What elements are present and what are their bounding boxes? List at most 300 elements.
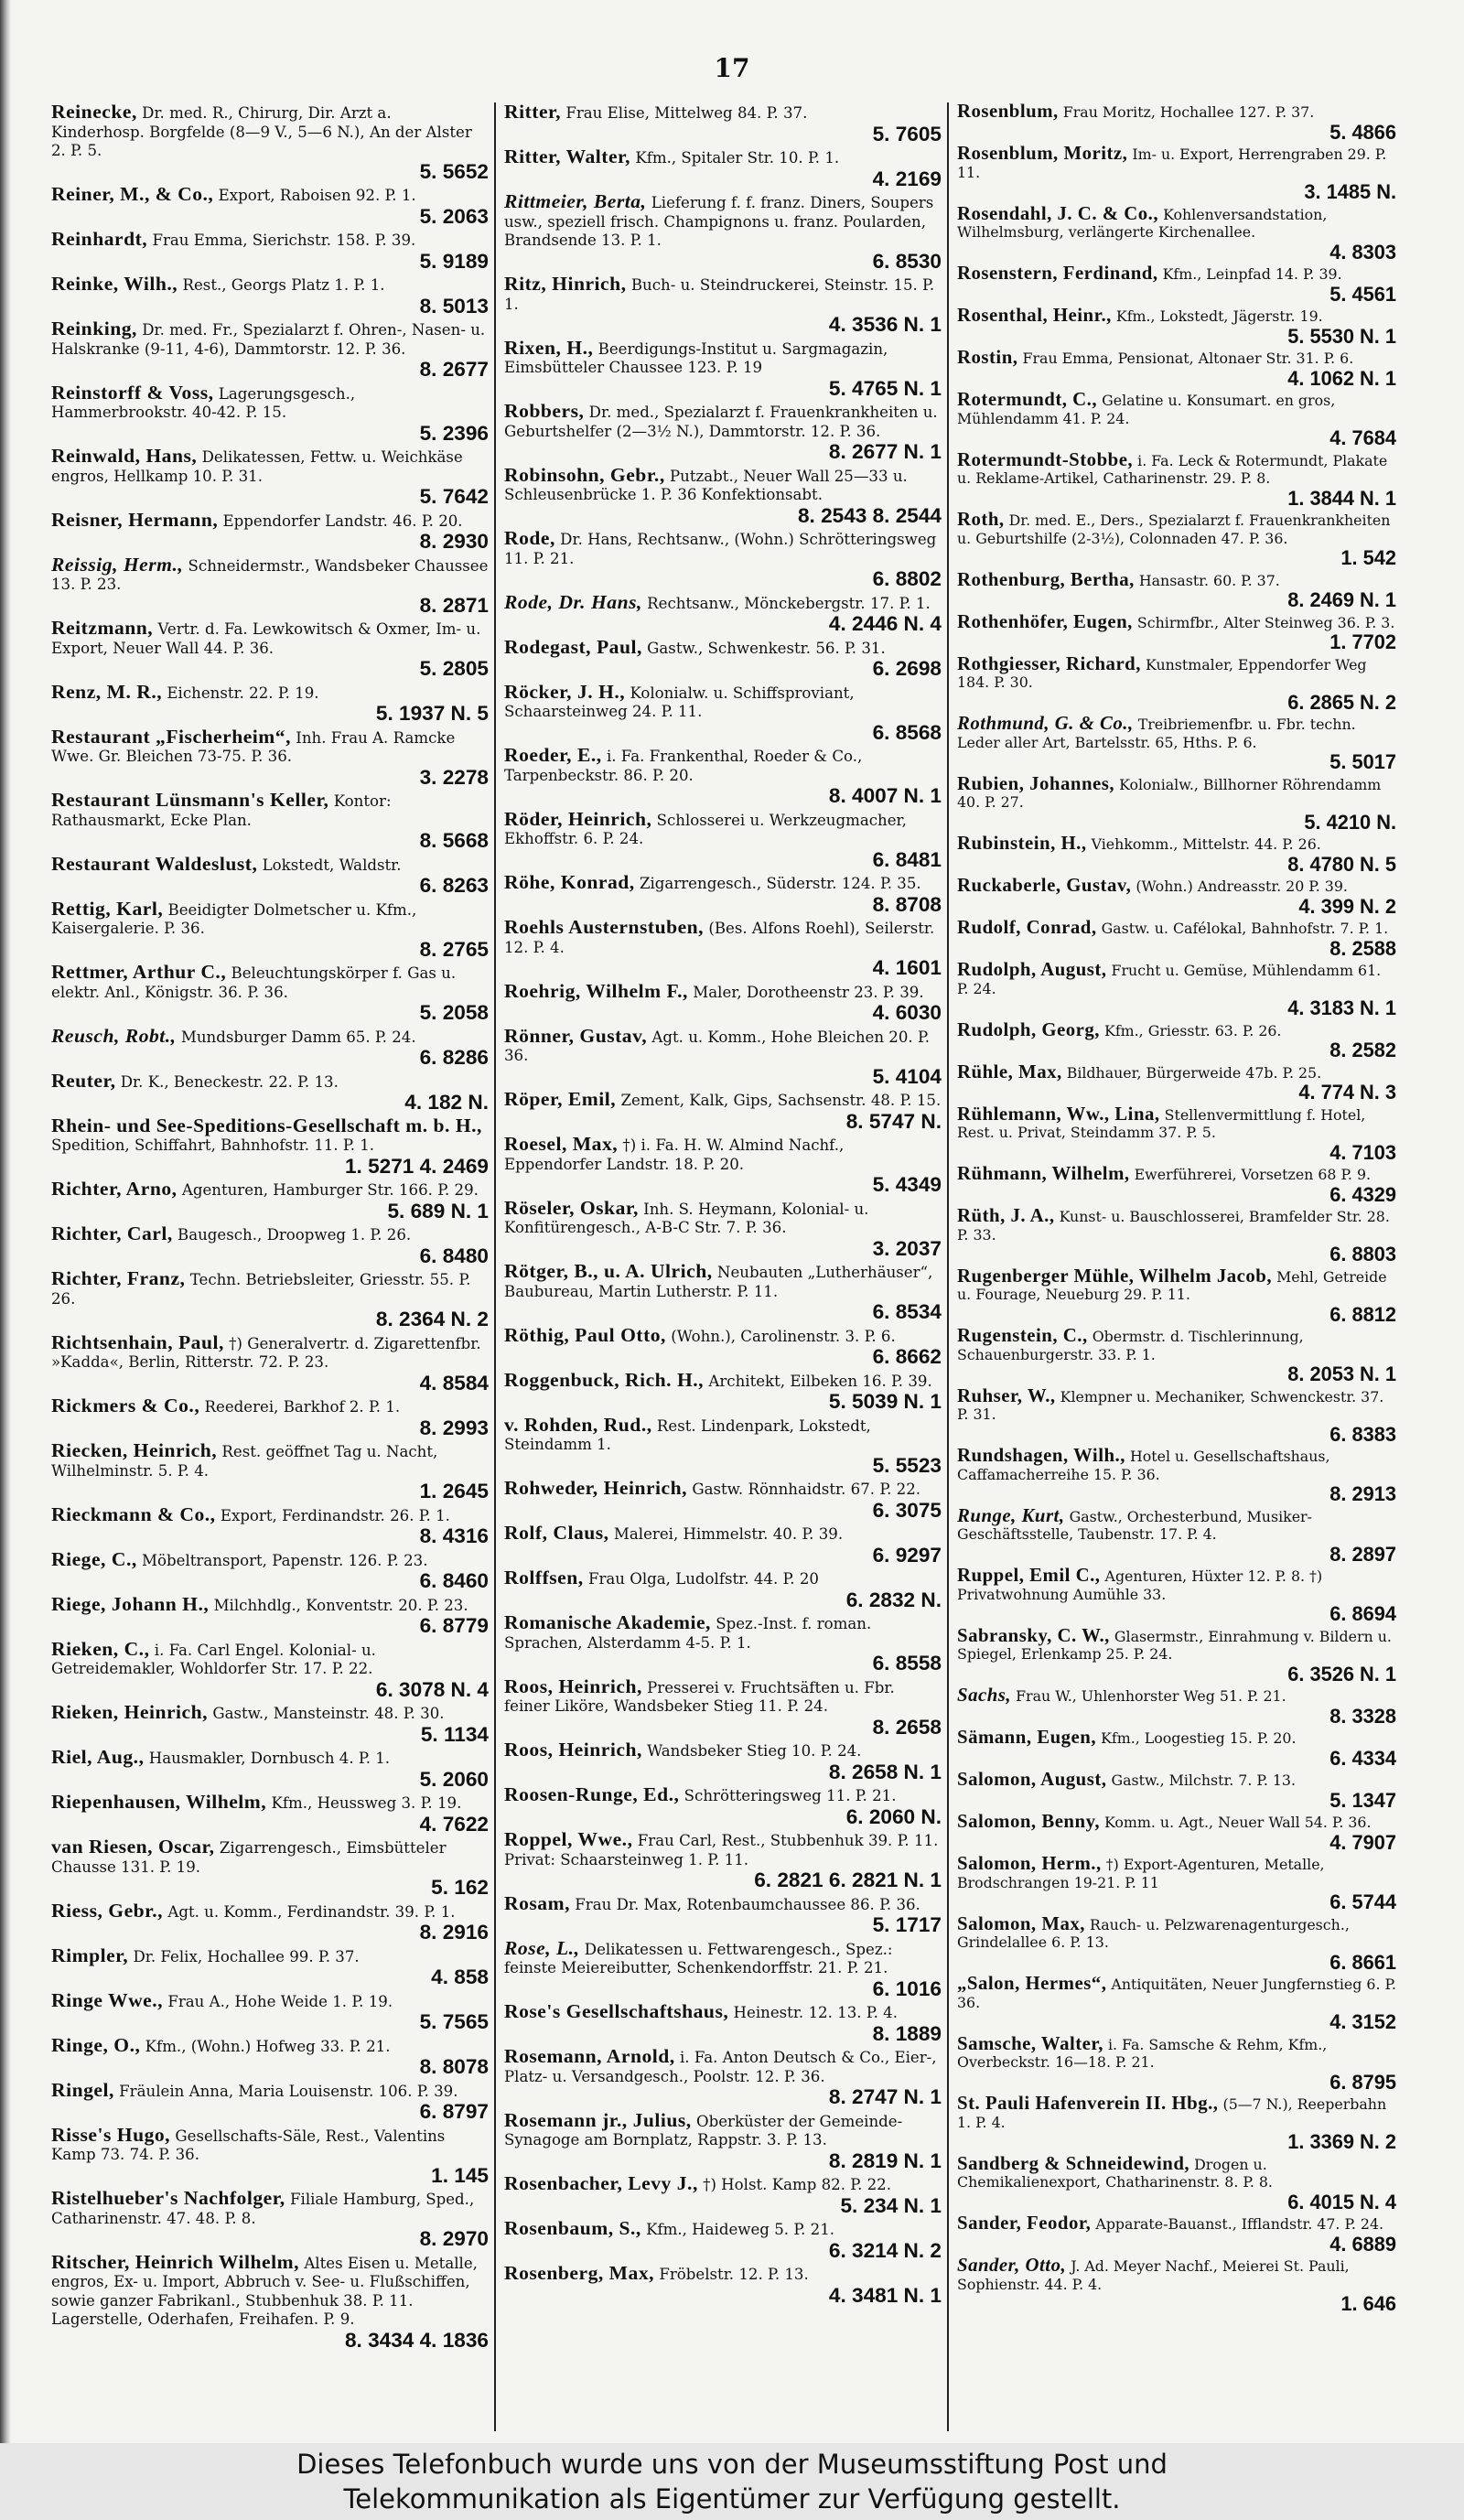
- directory-entry: [51, 1441, 489, 1503]
- entry-name: Roosen-Runge, Ed.,: [504, 1783, 680, 1805]
- directory-entry: [504, 1677, 942, 1739]
- entry-details: Dr. K., Beneckestr. 22. P. 13.: [120, 1072, 339, 1091]
- directory-entry: [957, 2214, 1396, 2255]
- entry-phone-number: 8. 2747 N. 1: [828, 2085, 942, 2108]
- entry-name: Richter, Arno,: [51, 1178, 178, 1200]
- entry-name: Rose's Gesellschaftshaus,: [504, 2000, 729, 2022]
- entry-details: Glasermstr., Einrahmung v. Bildern u. Spiegel, Erlenkamp 25. P. 24.: [957, 1627, 1392, 1663]
- entry-details: Kfm., Heussweg 3. P. 19.: [271, 1794, 462, 1812]
- entry-name: van Riesen, Oscar,: [51, 1836, 215, 1858]
- entry-phone-number: 8. 2677: [419, 358, 489, 381]
- entry-details: Mundsburger Damm 65. P. 24.: [180, 1028, 416, 1046]
- entry-details: †) Export-Agenturen, Metalle, Brodschrangen 19-21. P. 11: [957, 1856, 1325, 1891]
- entry-phone-number: 1. 3369 N. 2: [1287, 2130, 1396, 2153]
- entry-name: Runge, Kurt,: [957, 1504, 1065, 1526]
- entry-name: Restaurant „Fischerheim“,: [51, 725, 291, 748]
- entry-details: Heinestr. 12. 13. P. 4.: [733, 2004, 898, 2021]
- entry-details: i. Fa. Carl Engel. Kolonial- u. Getreidemakler, Wohldorfer Str. 17. P. 22.: [51, 1641, 376, 1677]
- entry-phone-number: 8. 8708: [872, 892, 942, 916]
- entry-phone-number: 6. 8802: [872, 567, 942, 590]
- directory-entry: [504, 2047, 942, 2109]
- entry-name: v. Rohden, Rud.,: [504, 1413, 652, 1436]
- entry-name: Salomon, August,: [957, 1769, 1107, 1790]
- directory-entry: [504, 463, 942, 528]
- entry-details: Presserei v. Fruchtsäften u. Fbr. feiner Liköre, Wandsbeker Stieg 11. P. 24.: [504, 1678, 895, 1715]
- entry-phone-number: 5. 5039 N. 1: [828, 1390, 942, 1413]
- entry-phone-number: 4. 182 N.: [404, 1091, 489, 1114]
- entry-phone-number: 6. 8694: [1329, 1602, 1396, 1625]
- entry-details: Dr. Felix, Hochallee 99. P. 37.: [133, 1947, 360, 1965]
- entry-name: Rimpler,: [51, 1944, 129, 1966]
- entry-details: (5—7 N.), Reeperbahn 1. P. 4.: [957, 2095, 1387, 2131]
- entry-details: Gastw., Orchesterbund, Musiker-Geschäftsstelle, Taubenstr. 17. P. 4.: [957, 1507, 1312, 1543]
- entry-phone-number: 8. 4780 N. 5: [1287, 852, 1396, 876]
- directory-entry: [504, 1568, 942, 1611]
- entry-details: Lokstedt, Waldstr.: [262, 856, 402, 874]
- directory-entry: [51, 1179, 489, 1222]
- entry-details: Fröbelstr. 12. P. 13.: [659, 2266, 809, 2283]
- entry-details: Spedition, Schiffahrt, Bahnhofstr. 11. P. 1.: [51, 1136, 375, 1154]
- directory-entry: [504, 2264, 942, 2307]
- directory-entry: [957, 264, 1396, 305]
- directory-entry: [957, 391, 1396, 449]
- entry-phone-number: 5. 4210 N.: [1304, 810, 1396, 834]
- entry-name: Reisner, Hermann,: [51, 508, 219, 531]
- entry-name: Rosenbaum, S.,: [504, 2217, 641, 2239]
- entry-details: Kfm., Leinpfad 14. P. 39.: [1162, 265, 1342, 283]
- entry-name: Rettig, Karl,: [51, 897, 164, 920]
- entry-name: Rittmeier, Berta,: [504, 190, 647, 212]
- entry-details: Kfm., Spitaler Str. 10. P. 1.: [635, 149, 840, 167]
- directory-entry: [51, 1748, 489, 1791]
- entry-details: Dr. Hans, Rechtsanw., (Wohn.) Schrötteringsweg 11. P. 21.: [504, 531, 937, 567]
- entry-details: Lagerungsgesch., Hammerbrookstr. 40-42. P. 15.: [51, 384, 356, 421]
- entry-phone-number: 8. 3434 4. 1836: [344, 2328, 489, 2352]
- directory-entry: [51, 383, 489, 446]
- entry-name: Rothenhöfer, Eugen,: [957, 610, 1133, 632]
- entry-details: Beleuchtungskörper f. Gas u. elektr. Anl., Königstr. 36. P. 36.: [51, 964, 457, 1001]
- directory-entry: [957, 1447, 1396, 1505]
- entry-details: Klempner u. Mechaniker, Schwenckestr. 37. P. 31.: [957, 1387, 1384, 1423]
- entry-phone-number: 4. 8584: [419, 1371, 489, 1395]
- directory-entry: [957, 1855, 1396, 1913]
- entry-name: Sabransky, C. W.,: [957, 1624, 1110, 1646]
- entry-details: Gastw., Milchstr. 7. P. 13.: [1111, 1772, 1296, 1789]
- directory-entry: [957, 1912, 1396, 1974]
- directory-entry: [504, 873, 942, 916]
- entry-phone-number: 6. 9297: [872, 1543, 942, 1567]
- directory-entry: [504, 1323, 942, 1369]
- entry-name: Rickmers & Co.,: [51, 1395, 200, 1416]
- entry-details: Architekt, Eilbeken 16. P. 39.: [708, 1372, 932, 1390]
- entry-name: Rühle, Max,: [957, 1061, 1062, 1082]
- entry-phone-number: 4. 3152: [1329, 2010, 1396, 2033]
- entry-phone-number: 6. 3214 N. 2: [828, 2238, 942, 2262]
- entry-details: Kohlenversandstation, Wilhelmsburg, verlängerte Kirchenallee.: [957, 205, 1328, 241]
- entry-details: Kunst- u. Bauschlosserei, Bramfelder Str. 28. P. 33.: [957, 1208, 1390, 1244]
- directory-entry: [51, 1946, 489, 1989]
- entry-name: Röthig, Paul Otto,: [504, 1323, 666, 1346]
- directory-entry: [957, 145, 1396, 203]
- entry-name: Reusch, Robt.,: [51, 1024, 177, 1047]
- entry-phone-number: 8. 2469 N. 1: [1287, 588, 1396, 611]
- directory-entry: [51, 2033, 489, 2079]
- directory-entry: [51, 1024, 489, 1070]
- entry-name: Romanische Akademie,: [504, 1611, 711, 1633]
- entry-name: Rettmer, Arthur C.,: [51, 961, 227, 983]
- entry-name: Röper, Emil,: [504, 1088, 617, 1110]
- entry-name: Richtsenhain, Paul,: [51, 1330, 224, 1353]
- entry-phone-number: 1. 5271 4. 2469: [344, 1154, 489, 1178]
- entry-name: Rundshagen, Wilh.,: [957, 1445, 1125, 1466]
- entry-name: Rudolph, August,: [957, 959, 1107, 980]
- entry-name: Riege, Johann H.,: [51, 1592, 210, 1615]
- entry-name: Rosendahl, J. C. & Co.,: [957, 202, 1159, 224]
- footer-line-2: Telekommunikation als Eigentümer zur Verfügung gestellt.: [343, 2483, 1121, 2515]
- entry-name: Rieckmann & Co.,: [51, 1502, 216, 1525]
- directory-entry: [51, 1637, 489, 1702]
- entry-phone-number: 4. 8303: [1329, 240, 1396, 264]
- entry-details: Kolonialw., Billhorner Röhrendamm 40. P. 27.: [957, 775, 1382, 811]
- entry-name: Sämann, Eugen,: [957, 1727, 1097, 1748]
- entry-details: Dr. med. R., Chirurg, Dir. Arzt a. Kinderhosp. Borgfelde (8—9 V., 5—6 N.), An der Alster 2. P. 5.: [51, 104, 472, 159]
- entry-phone-number: 8. 2897: [1329, 1542, 1396, 1566]
- entry-phone-number: 6. 1016: [872, 1976, 942, 2000]
- entry-name: Ringel,: [51, 2078, 114, 2101]
- entry-details: Schrötteringsweg 11. P. 21.: [684, 1787, 897, 1804]
- entry-name: Röcker, J. H.,: [504, 680, 626, 703]
- directory-entry: [504, 529, 942, 591]
- entry-details: Dr. med. Fr., Spezialarzt f. Ohren-, Nasen- u. Halskranke (9-11, 4-6), Dammtorstr. 12. P. 36.: [51, 321, 486, 358]
- entry-name: Roehrig, Wilhelm F.,: [504, 979, 688, 1002]
- entry-phone-number: 8. 2916: [419, 1921, 489, 1944]
- entry-name: Rieken, Heinrich,: [51, 1701, 209, 1723]
- directory-entry: [957, 1267, 1396, 1326]
- entry-name: Renz, M. R.,: [51, 680, 163, 703]
- entry-details: Viehkomm., Mittelstr. 44. P. 26.: [1091, 835, 1321, 853]
- entry-name: Roehls Austernstuben,: [504, 916, 705, 938]
- entry-details: Rauch- u. Pelzwarenagenturgesch., Grindelallee 6. P. 13.: [957, 1915, 1350, 1951]
- entry-name: Salomon, Max,: [957, 1912, 1085, 1934]
- directory-entry: [957, 652, 1396, 714]
- entry-name: Richter, Franz,: [51, 1267, 186, 1289]
- entry-name: Reinecke,: [51, 102, 137, 123]
- directory-entry: [957, 1686, 1396, 1727]
- entry-phone-number: 4. 774 N. 3: [1298, 1081, 1396, 1104]
- entry-phone-number: 5. 9189: [419, 249, 489, 273]
- directory-entry: [51, 791, 489, 853]
- entry-phone-number: 5. 689 N. 1: [387, 1199, 489, 1222]
- directory-entry: [504, 2108, 942, 2173]
- directory-entry: [51, 2123, 489, 2188]
- directory-entry: [51, 1988, 489, 2034]
- entry-name: Ringe, O.,: [51, 2033, 141, 2056]
- entry-details: Kontor: Rathausmarkt, Ecke Plan.: [51, 792, 392, 829]
- entry-phone-number: 8. 2658 N. 1: [828, 1760, 942, 1783]
- directory-entry: [504, 192, 942, 273]
- entry-phone-number: 1. 3844 N. 1: [1287, 486, 1396, 510]
- directory-entry: [51, 1069, 489, 1115]
- entry-phone-number: 5. 7565: [419, 2010, 489, 2033]
- directory-entry: [51, 2189, 489, 2251]
- entry-name: Riel, Aug.,: [51, 1746, 145, 1768]
- entry-details: Kunstmaler, Eppendorfer Weg 184. P. 30.: [957, 655, 1367, 691]
- entry-name: Rosenbacher, Levy J.,: [504, 2172, 698, 2194]
- entry-details: Möbeltransport, Papenstr. 126. P. 23.: [142, 1551, 428, 1569]
- ownership-footer: [0, 2443, 1464, 2520]
- entry-details: Beerdigungs-Institut u. Sargmagazin, Eimsbütteler Chaussee 123. P. 19: [504, 339, 888, 376]
- directory-entry: [957, 961, 1396, 1019]
- entry-phone-number: 5. 2058: [419, 1001, 489, 1024]
- entry-phone-number: 5. 1717: [872, 1913, 942, 1936]
- entry-name: Rötger, B., u. A. Ulrich,: [504, 1260, 713, 1282]
- entry-name: Reinhardt,: [51, 228, 148, 250]
- directory-entry: [957, 349, 1396, 389]
- entry-name: Riepenhausen, Wilhelm,: [51, 1791, 267, 1813]
- entry-phone-number: 8. 5013: [419, 294, 489, 318]
- directory-entry: [957, 1567, 1396, 1625]
- entry-details: Obermstr. d. Tischlerinnung, Schauenburgerstr. 33. P. 1.: [957, 1328, 1304, 1363]
- entry-name: Robinsohn, Gebr.,: [504, 463, 665, 486]
- directory-entry: [957, 1327, 1396, 1385]
- entry-name: Ristelhueber's Nachfolger,: [51, 2187, 285, 2209]
- entry-name: Reinke, Wilh.,: [51, 273, 178, 295]
- entry-name: St. Pauli Hafenverein II. Hbg.,: [957, 2093, 1219, 2114]
- directory-entry: [504, 1613, 942, 1675]
- entry-phone-number: 8. 2588: [1329, 936, 1396, 960]
- entry-details: Dr. med., Spezialarzt f. Frauenkrankheiten u. Geburtshelfer (2—3½ N.), Dammtorstr. 12. P. 36.: [504, 404, 938, 440]
- directory-entry: [957, 202, 1396, 264]
- entry-phone-number: 6. 2832 N.: [845, 1588, 942, 1611]
- column-1: [51, 102, 496, 2431]
- entry-details: Frau Dr. Max, Rotenbaumchaussee 86. P. 36.: [575, 1895, 920, 1913]
- entry-name: Rosenthal, Heinr.,: [957, 305, 1112, 326]
- entry-phone-number: 8. 2765: [419, 937, 489, 961]
- entry-name: Ruckaberle, Gustav,: [957, 875, 1132, 896]
- entry-phone-number: 6. 8779: [419, 1614, 489, 1637]
- entry-details: Rest. geöffnet Tag u. Nacht, Wilhelminstr. 5. P. 4.: [51, 1443, 438, 1480]
- entry-phone-number: 3. 2278: [419, 765, 489, 789]
- entry-details: Altes Eisen u. Metalle, engros, Ex- u. Import, Abbruch v. See- u. Flußschiffen, sowie ganzer Fabrikanl., Stubbenhuk 38. P. 11. Lagerstelle, Oderhafen, Freihafen. P. 9.: [51, 2254, 478, 2328]
- entry-phone-number: 6. 4334: [1329, 1746, 1396, 1770]
- entry-details: Schneidermstr., Wandsbeker Chaussee 13. P. 23.: [51, 556, 489, 593]
- entry-name: Robbers,: [504, 400, 585, 422]
- entry-phone-number: 8. 2871: [419, 593, 489, 617]
- entry-phone-number: 4. 858: [431, 1965, 489, 1988]
- entry-name: Rugenberger Mühle, Wilhelm Jacob,: [957, 1265, 1273, 1287]
- entry-phone-number: 4. 6030: [872, 1001, 942, 1024]
- entry-details: Im- u. Export, Herrengraben 29. P. 11.: [957, 145, 1387, 181]
- directory-entry: [957, 877, 1396, 917]
- entry-name: Roesel, Max,: [504, 1133, 619, 1155]
- entry-details: Export, Ferdinandstr. 26. P. 1.: [220, 1506, 450, 1524]
- entry-name: Rieken, C.,: [51, 1637, 150, 1660]
- entry-phone-number: 6. 2698: [872, 657, 942, 680]
- entry-details: (Wohn.) Andreasstr. 20 P. 39.: [1136, 878, 1348, 895]
- directory-entry: [957, 2095, 1396, 2153]
- entry-name: Röhe, Konrad,: [504, 871, 635, 893]
- directory-entry: [957, 1165, 1396, 1205]
- entry-details: J. Ad. Meyer Nachf., Meierei St. Pauli, Sophienstr. 44. P. 4.: [957, 2257, 1350, 2293]
- entry-details: Beeidigter Dolmetscher u. Kfm., Kaisergalerie. P. 36.: [51, 900, 417, 937]
- entry-phone-number: 5. 1134: [420, 1722, 489, 1746]
- directory-entry: [957, 1384, 1396, 1446]
- entry-name: Rothenburg, Bertha,: [957, 568, 1135, 590]
- directory-entry: [504, 680, 942, 745]
- entry-phone-number: 5. 2060: [419, 1767, 489, 1791]
- entry-details: Export, Raboisen 92. P. 1.: [218, 187, 416, 204]
- entry-phone-number: 6. 8534: [872, 1300, 942, 1323]
- entry-details: Hotel u. Gesellschaftshaus, Caffamacherreihe 15. P. 36.: [957, 1448, 1330, 1483]
- entry-phone-number: 5. 1347: [1329, 1788, 1396, 1812]
- entry-name: Rode, Dr. Hans,: [504, 590, 642, 613]
- entry-name: Roos, Heinrich,: [504, 1739, 642, 1761]
- entry-name: Rubinstein, H.,: [957, 833, 1087, 854]
- directory-entry: [504, 1479, 942, 1522]
- directory-entry: [504, 147, 942, 190]
- entry-details: Oberküster der Gemeinde-Synagoge am Bornplatz, Rappstr. 3. P. 13.: [504, 2112, 903, 2148]
- entry-phone-number: 6. 8812: [1329, 1302, 1396, 1326]
- entry-phone-number: 5. 4765 N. 1: [828, 376, 942, 400]
- entry-phone-number: 6. 4329: [1329, 1182, 1396, 1206]
- entry-name: Roppel, Wwe.,: [504, 1828, 633, 1850]
- entry-name: Rosenberg, Max,: [504, 2262, 655, 2284]
- entry-details: Frau A., Hohe Weide 1. P. 19.: [167, 1992, 393, 2010]
- entry-details: Reederei, Barkhof 2. P. 1.: [204, 1398, 401, 1416]
- entry-phone-number: 6. 8480: [419, 1244, 489, 1267]
- entry-phone-number: 8. 2364 N. 2: [375, 1308, 489, 1330]
- entry-phone-number: 4. 1601: [872, 956, 942, 979]
- entry-phone-number: 8. 2658: [872, 1715, 942, 1739]
- entry-phone-number: 4. 2446 N. 4: [828, 612, 942, 635]
- entry-details: Milchhdlg., Konventstr. 20. P. 23.: [213, 1596, 468, 1614]
- directory-entry: [957, 1504, 1396, 1566]
- directory-entry: [957, 511, 1396, 569]
- entry-phone-number: 5. 1937 N. 5: [375, 702, 489, 725]
- entry-name: Rubien, Johannes,: [957, 772, 1115, 794]
- directory-entry: [51, 447, 489, 509]
- entry-name: Rothgiesser, Richard,: [957, 652, 1141, 674]
- entry-details: Gastw. u. Cafélokal, Bahnhofstr. 7. P. 1.: [1101, 920, 1389, 937]
- entry-name: Reiner, M., & Co.,: [51, 183, 214, 205]
- directory-entry: [51, 102, 489, 183]
- entry-details: Frau Emma, Sierichstr. 158. P. 39.: [152, 232, 416, 249]
- entry-name: Restaurant Waldeslust,: [51, 852, 258, 875]
- entry-details: Rest., Georgs Platz 1. P. 1.: [182, 276, 385, 294]
- entry-phone-number: 1. 145: [431, 2163, 489, 2187]
- entry-phone-number: 6. 3075: [872, 1498, 942, 1522]
- entry-details: Frau Moritz, Hochallee 127. P. 37.: [1062, 103, 1315, 121]
- directory-entry: [504, 1524, 942, 1567]
- scan-edge: [0, 0, 11, 2443]
- entry-name: Reissig, Herm.,: [51, 553, 184, 576]
- entry-details: Treibriemenfbr. u. Fbr. techn. Leder aller Art, Bartelsstr. 65, Hths. P. 6.: [957, 716, 1356, 751]
- directory-entry: [504, 1090, 942, 1133]
- entry-phone-number: 6. 8568: [872, 720, 942, 744]
- entry-name: Rosenblum, Moritz,: [957, 143, 1128, 164]
- entry-name: Sachs,: [957, 1685, 1012, 1706]
- entry-name: Rode,: [504, 527, 555, 549]
- entry-details: †) Holst. Kamp 82. P. 22.: [703, 2176, 892, 2193]
- entry-name: Ritz, Hinrich,: [504, 273, 627, 295]
- entry-details: Techn. Betriebsleiter, Griesstr. 55. P. 26.: [51, 1271, 471, 1308]
- entry-phone-number: 6. 8530: [872, 249, 942, 273]
- entry-name: Roeder, E.,: [504, 744, 602, 766]
- entry-phone-number: 6. 8661: [1329, 1950, 1396, 1974]
- entry-details: Zigarrengesch., Eimsbütteler Chausse 131. P. 19.: [51, 1839, 447, 1876]
- entry-phone-number: 5. 7642: [419, 485, 489, 508]
- directory-entry: [504, 590, 942, 636]
- directory-entry: [957, 2032, 1396, 2094]
- directory-entry: [51, 1330, 489, 1395]
- directory-entry: [504, 1368, 942, 1414]
- entry-details: Neubauten „Lutherhäuser“, Baubureau, Martin Lutherstr. P. 11.: [504, 1264, 933, 1300]
- directory-entry: [51, 619, 489, 681]
- entry-details: Agt. u. Komm., Hohe Bleichen 20. P. 36.: [504, 1028, 931, 1064]
- directory-entry: [957, 835, 1396, 875]
- directory-entry: [504, 1262, 942, 1324]
- entry-details: Delikatessen, Fettw. u. Weichkäse engros, Hellkamp 10. P. 31.: [51, 448, 463, 485]
- entry-phone-number: 6. 8460: [419, 1569, 489, 1592]
- entry-details: Kolonialw. u. Schiffsproviant, Schaarsteinweg 24. P. 11.: [504, 684, 855, 720]
- entry-phone-number: 5. 5530 N. 1: [1287, 324, 1396, 348]
- entry-phone-number: 8. 2993: [419, 1416, 489, 1439]
- entry-name: Rudolf, Conrad,: [957, 917, 1097, 938]
- entry-phone-number: 6. 2060 N.: [845, 1804, 942, 1828]
- entry-details: Mehl, Getreide u. Fourage, Neueburg 29. P. 11.: [957, 1267, 1387, 1303]
- entry-phone-number: 6. 2821 6. 2821 N. 1: [754, 1868, 942, 1891]
- entry-name: Rohweder, Heinrich,: [504, 1477, 688, 1499]
- entry-phone-number: 8. 2543 8. 2544: [797, 503, 942, 527]
- entry-details: Hansastr. 60. P. 37.: [1138, 571, 1280, 589]
- entry-phone-number: 6. 8263: [419, 874, 489, 897]
- entry-details: i. Fa. Frankenthal, Roeder & Co., Tarpenbeckstr. 86. P. 20.: [504, 748, 863, 784]
- directory-entry: [51, 1703, 489, 1746]
- entry-name: Rühmann, Wilhelm,: [957, 1163, 1130, 1184]
- directory-entry: [51, 185, 489, 228]
- directory-entry: [957, 568, 1396, 611]
- entry-name: Rolffsen,: [504, 1567, 584, 1588]
- entry-phone-number: 5. 2063: [419, 204, 489, 228]
- entry-name: Sander, Feodor,: [957, 2213, 1092, 2234]
- directory-entry: [504, 918, 942, 980]
- entry-details: Inh. Frau A. Ramcke Wwe. Gr. Bleichen 73-75. P. 36.: [51, 728, 456, 765]
- directory-entry: [51, 1269, 489, 1331]
- entry-name: Rüth, J. A.,: [957, 1205, 1055, 1226]
- directory-entry: [957, 610, 1396, 653]
- entry-name: Reuter,: [51, 1069, 116, 1092]
- entry-details: Baugesch., Droopweg 1. P. 26.: [178, 1226, 412, 1244]
- entry-details: Frucht u. Gemüse, Mühlendamm 61. P. 24.: [957, 962, 1382, 997]
- entry-phone-number: 8. 4007 N. 1: [828, 784, 942, 807]
- entry-name: Roos, Heinrich,: [504, 1675, 642, 1697]
- entry-details: Filiale Hamburg, Sped., Catharinenstr. 47. 48. P. 8.: [51, 2191, 475, 2227]
- entry-phone-number: 5. 4866: [1329, 120, 1396, 144]
- entry-details: Antiquitäten, Neuer Jungfernstieg 6. P. 36.: [957, 1976, 1396, 2011]
- entry-details: Bildhauer, Bürgerweide 47b. P. 25.: [1066, 1063, 1322, 1082]
- entry-details: Zement, Kalk, Gips, Sachsenstr. 48. P. 15.: [620, 1092, 942, 1109]
- entry-name: Sander, Otto,: [957, 2255, 1067, 2276]
- directory-entry: [51, 1793, 489, 1836]
- entry-phone-number: 6. 2865 N. 2: [1287, 690, 1396, 714]
- directory-entry: [957, 1624, 1396, 1685]
- page-number: 17: [714, 53, 750, 83]
- directory-entry: [504, 1785, 942, 1828]
- directory-entry: [957, 1105, 1396, 1164]
- entry-phone-number: 8. 1889: [872, 2021, 942, 2045]
- entry-phone-number: 1. 542: [1340, 546, 1396, 569]
- directory-entry: [51, 230, 489, 273]
